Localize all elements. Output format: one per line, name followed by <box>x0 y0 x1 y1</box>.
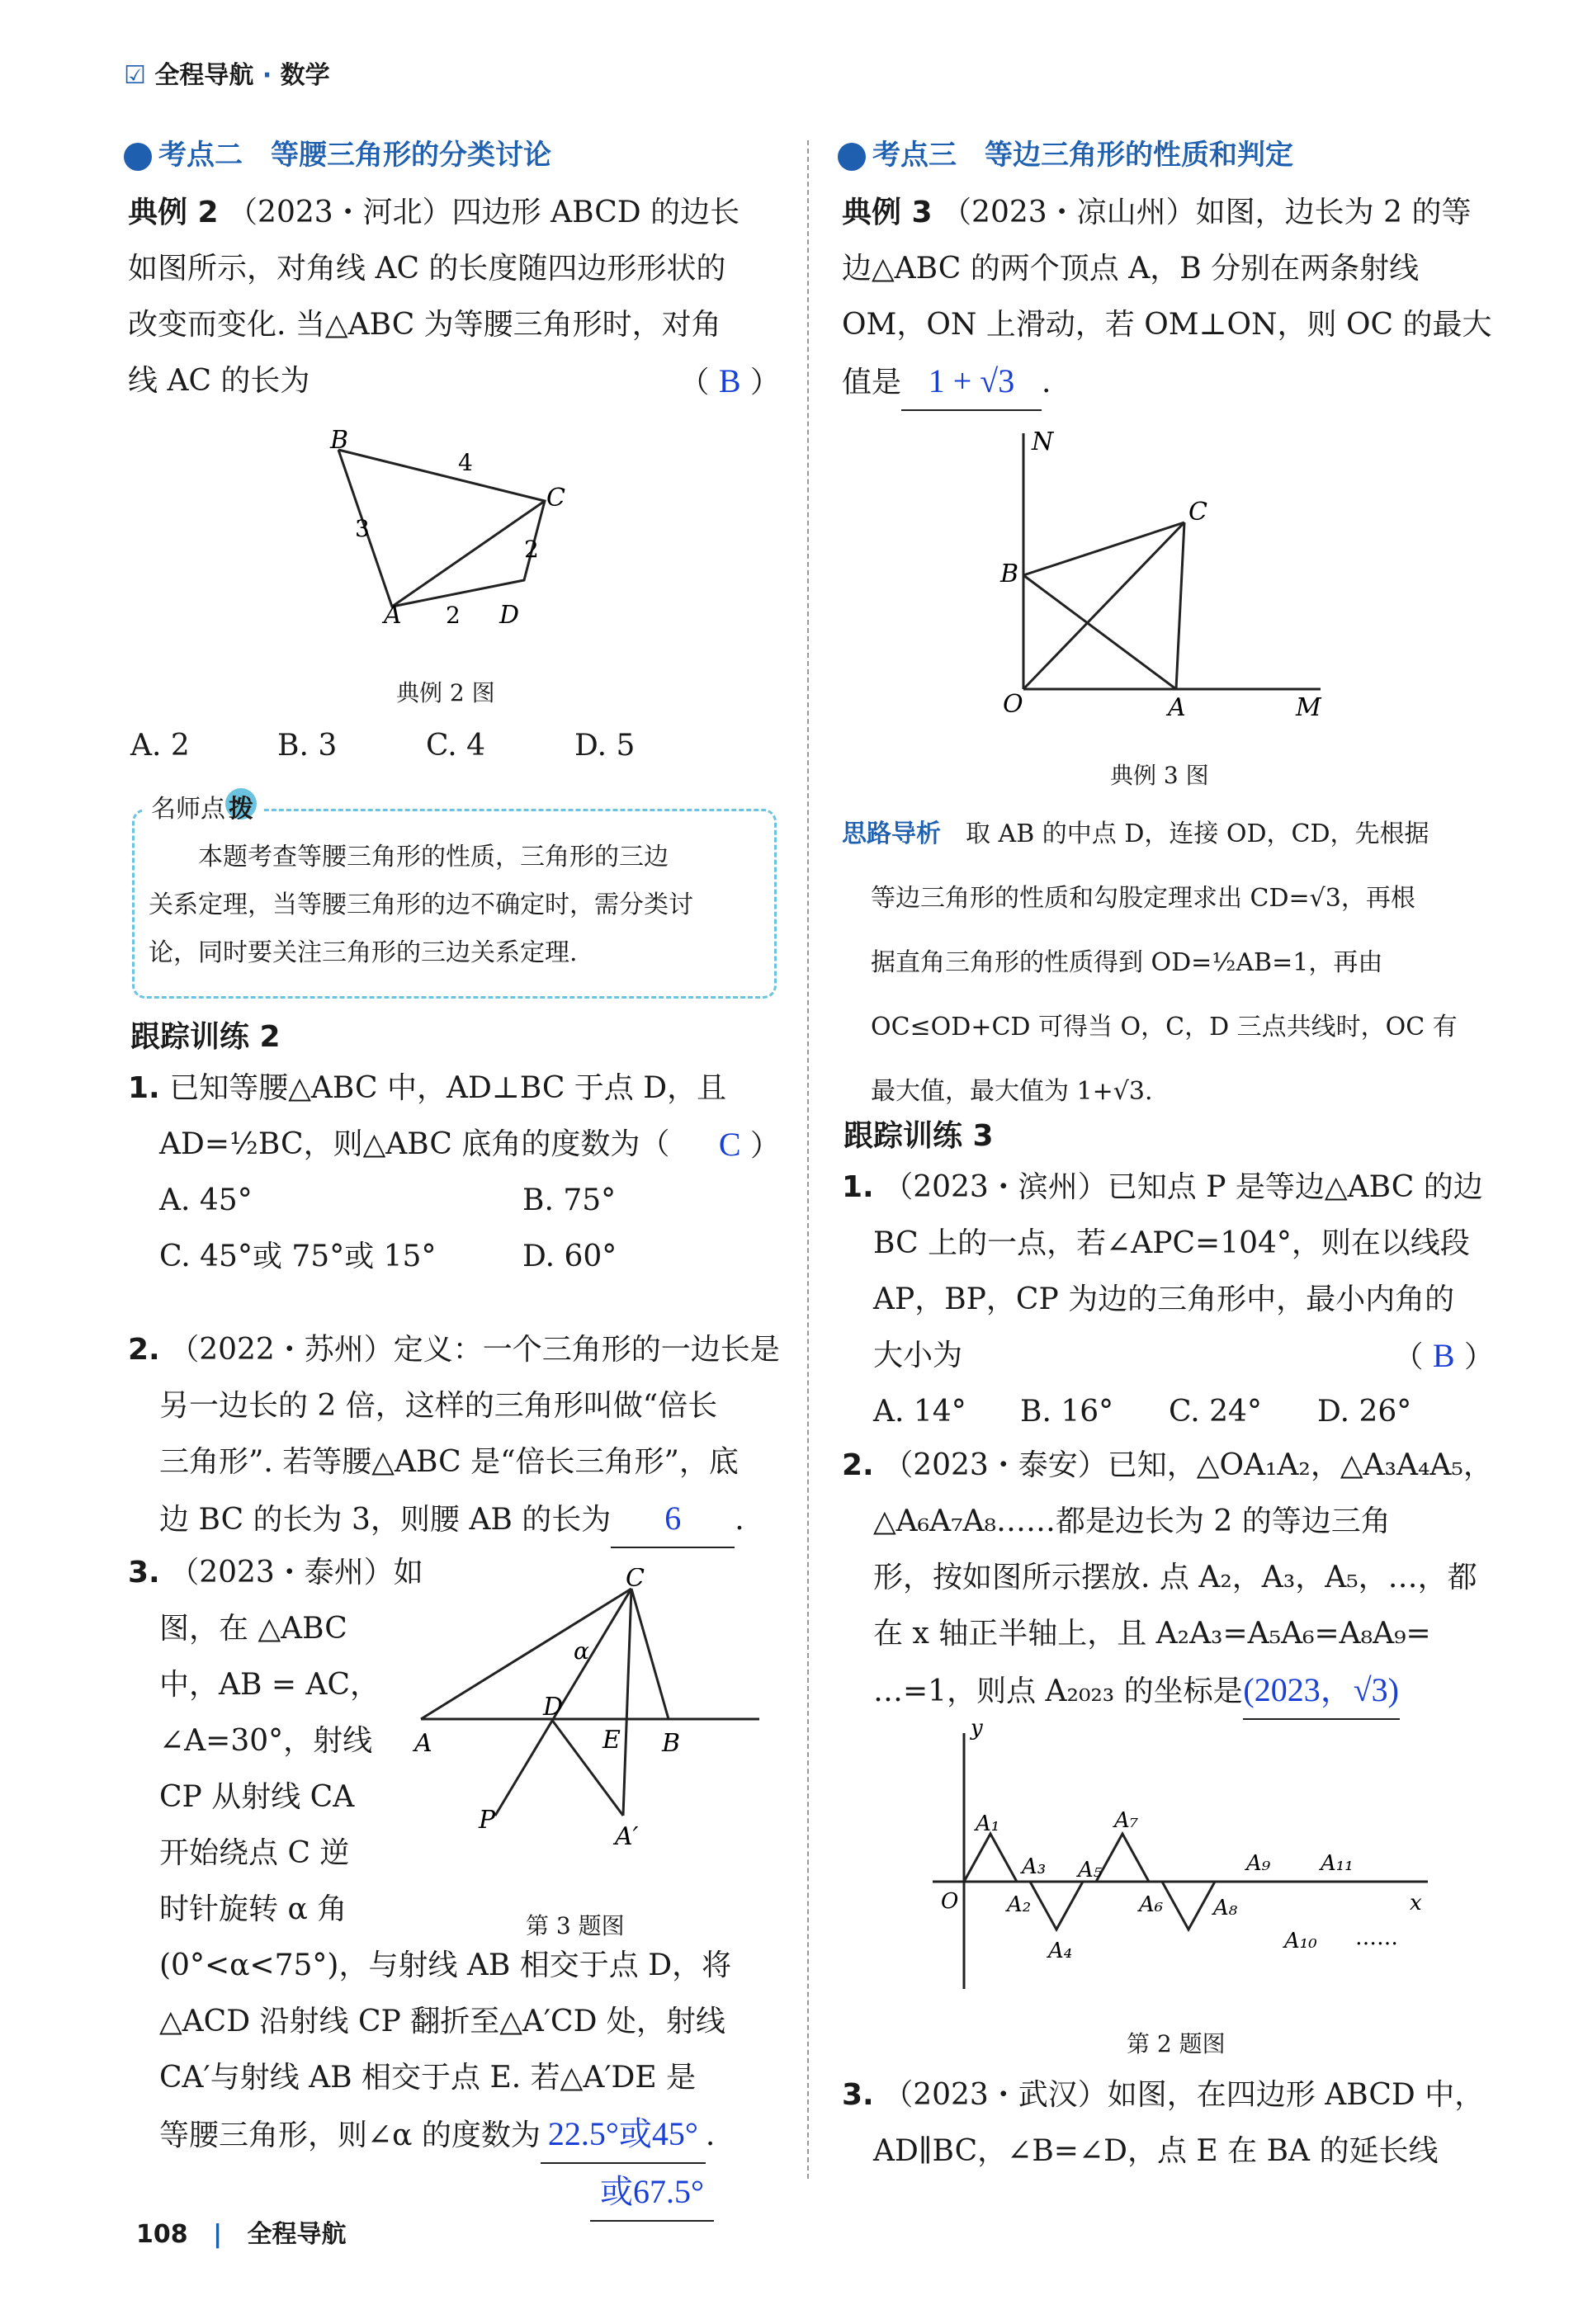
fig-label: A₄ <box>1048 1939 1073 1963</box>
fig-label: D <box>499 601 520 623</box>
fig-label: A <box>414 1729 432 1758</box>
example3-figure <box>990 425 1337 730</box>
example3-text: 典例 3 （2023・凉山州）如图，边长为 2 的等 边△ABC 的两个顶点 A，B 分别在两条射线 OM，ON 上滑动，若 OM⊥ON，则 OC 的最大 值是 1 + √3 . <box>842 185 1494 411</box>
training3-q3: 3. （2023・武汉）如图，在四边形 ABCD 中， AD∥BC，∠B=∠D，点 E 在 BA 的延长线 <box>842 2078 1485 2168</box>
fig-label: O <box>1003 690 1023 719</box>
example2-label: 典例 2 <box>128 196 219 229</box>
check-bullet-icon <box>838 143 866 171</box>
fig-label: A <box>1168 693 1186 722</box>
fig-label: B <box>662 1729 681 1758</box>
fig-label: A₆ <box>1139 1892 1164 1917</box>
q2-answer: 6 <box>611 1490 735 1548</box>
example2-options: A. 2 B. 3 C. 4 D. 5 <box>130 729 636 763</box>
example3-label: 典例 3 <box>842 196 933 229</box>
fig-label: C <box>626 1568 645 1593</box>
fig-label: M <box>1296 693 1321 722</box>
column-divider <box>807 140 809 2179</box>
check-bullet-icon <box>124 143 152 171</box>
fig-label: A₈ <box>1213 1896 1238 1920</box>
training3-q1: 1. （2023・滨州）已知点 P 是等边△ABC 的边 BC 上的一点，若∠APC=104°，则在以线段 AP，BP，CP 为边的三角形中，最小内角的 大小为 （ B ） A. 14° B. 16° C. 24° D. 26° <box>842 1170 1494 1429</box>
thinking-guide: 思路导析 取 AB 的中点 D，连接 OD，CD，先根据 等边三角形的性质和勾股定理求出 CD=√3，再根 据直角三角形的性质得到 OD=½AB=1，再由 OC≤OD+CD 可得当 O，C，D 三点共线时，OC 有 最大值，最大值为 1+√3. <box>842 820 1458 1106</box>
example2-caption: 典例 2 图 <box>396 679 495 706</box>
fig-label: P <box>479 1806 496 1835</box>
header-title: 全程导航 <box>154 61 254 90</box>
q1-answer: C <box>718 1126 741 1163</box>
training-3-title: 跟踪训练 3 <box>843 1119 994 1153</box>
fig-label: A₁ <box>976 1811 1000 1836</box>
fig-label: α <box>574 1637 589 1665</box>
fig-label: A₉ <box>1246 1851 1271 1876</box>
header-subject: 数学 <box>280 61 330 90</box>
fig-label: O <box>941 1889 959 1914</box>
section-title-left: 考点二 等腰三角形的分类讨论 <box>124 132 551 172</box>
training2-q1: 1. 已知等腰△ABC 中，AD⊥BC 于点 D，且 AD=½BC，则△ABC 底角的度数为（ C ） A. 45° B. 75° C. 45°或 75°或 15° D. 60° <box>128 1071 780 1273</box>
fig-label: A₁₀ <box>1284 1929 1317 1953</box>
fig-label: C <box>1188 498 1207 527</box>
fig-label: D <box>543 1693 564 1722</box>
t3q2-answer: (2023，√3) <box>1243 1662 1400 1720</box>
fig-label: 4 <box>458 449 473 476</box>
example2-answer: B <box>718 362 741 399</box>
training-2-title: 跟踪训练 2 <box>130 1020 281 1054</box>
q3-answer-1: 22.5°或45° <box>541 2106 706 2164</box>
example2-figure <box>314 425 594 623</box>
fig-label: C <box>546 484 565 513</box>
q3-figure <box>404 1568 768 1882</box>
page-footer: 108 | 全程导航 <box>136 2220 347 2249</box>
teacher-tip-title: 名师点 拨 <box>144 788 263 824</box>
page-number: 108 <box>136 2220 188 2249</box>
fig-label: N <box>1032 427 1054 456</box>
fig-label: E <box>602 1726 621 1755</box>
fig-label: 2 <box>446 602 461 623</box>
fig-label: B <box>1000 560 1019 588</box>
section-title-right: 考点三 等边三角形的性质和判定 <box>838 132 1293 172</box>
footer-title: 全程导航 <box>247 2220 347 2249</box>
teacher-tip-text: 本题考查等腰三角形的性质，三角形的三边 关系定理，当等腰三角形的边不确定时，需分类讨 论，同时要关注三角形的三边关系定理. <box>149 843 693 967</box>
q3-caption: 第 3 题图 <box>526 1912 625 1939</box>
fig-label: y <box>971 1717 983 1741</box>
fig-label: A₇ <box>1114 1808 1139 1833</box>
fig-label: A <box>384 601 402 623</box>
example3-caption: 典例 3 图 <box>1110 762 1209 789</box>
fig-label: 3 <box>355 515 370 542</box>
example3-answer: 1 + √3 <box>901 353 1042 411</box>
checkbox-icon: ☑ <box>124 61 146 90</box>
fig-label: 2 <box>524 536 539 563</box>
t3q1-answer: B <box>1432 1337 1455 1374</box>
fig-label: A′ <box>615 1822 639 1851</box>
fig-label: A₁₁ <box>1321 1851 1354 1876</box>
fig-label: B <box>330 426 349 455</box>
guide-title: 思路导析 <box>842 820 941 848</box>
fig-label: A₃ <box>1022 1854 1047 1879</box>
fig-label: …… <box>1355 1925 1398 1950</box>
example2-text: 典例 2 （2023・河北）四边形 ABCD 的边长 如图所示，对角线 AC 的长度随四边形形状的 改变而变化. 当△ABC 为等腰三角形时，对角 线 AC 的长为 （ B ） <box>128 196 780 399</box>
t3q2-figure <box>916 1717 1444 1997</box>
page-header <box>124 54 330 91</box>
training2-q2: 2. （2022・苏州）定义：一个三角形的一边长是 另一边长的 2 倍，这样的三角形叫做“倍长 三角形”. 若等腰△ABC 是“倍长三角形”，底 边 BC 的长为 3，则腰 AB 的长为 6 . <box>128 1322 780 1548</box>
t3q2-caption: 第 2 题图 <box>1127 2030 1226 2057</box>
training2-q3: 3. （2023・泰州）如 图，在 △ABC 中，AB = AC， ∠A=30°，射线 CP 从射线 CA 开始绕点 C 逆 时针旋转 α 角 (0°<α<75°)，与射线 AB 相交于点 D，将 △ACD 沿射线 CP 翻折至△A′CD 处，射线 CA′与射线 AB 相交于点 E. 若△A′DE 是 等腰三角形，则∠α 的度数为 22.5°或45° . 或67.5° <box>128 1545 788 2222</box>
header-dot: · <box>262 61 272 90</box>
q3-answer-2: 或67.5° <box>590 2164 714 2222</box>
fig-label: A₅ <box>1078 1858 1103 1882</box>
fig-label: A₂ <box>1007 1892 1032 1917</box>
fig-label: x <box>1410 1891 1422 1915</box>
training3-q2: 2. （2023・泰安）已知，△OA₁A₂，△A₃A₄A₅， △A₆A₇A₈……都是边长为 2 的等边三角 形，按如图所示摆放. 点 A₂，A₃，A₅，…，都 在 x 轴正半轴上，且 A₂A₃=A₅A₆=A₈A₉= …=1，则点 A₂₀₂₃ 的坐标是(2023，√3) <box>842 1438 1494 1720</box>
